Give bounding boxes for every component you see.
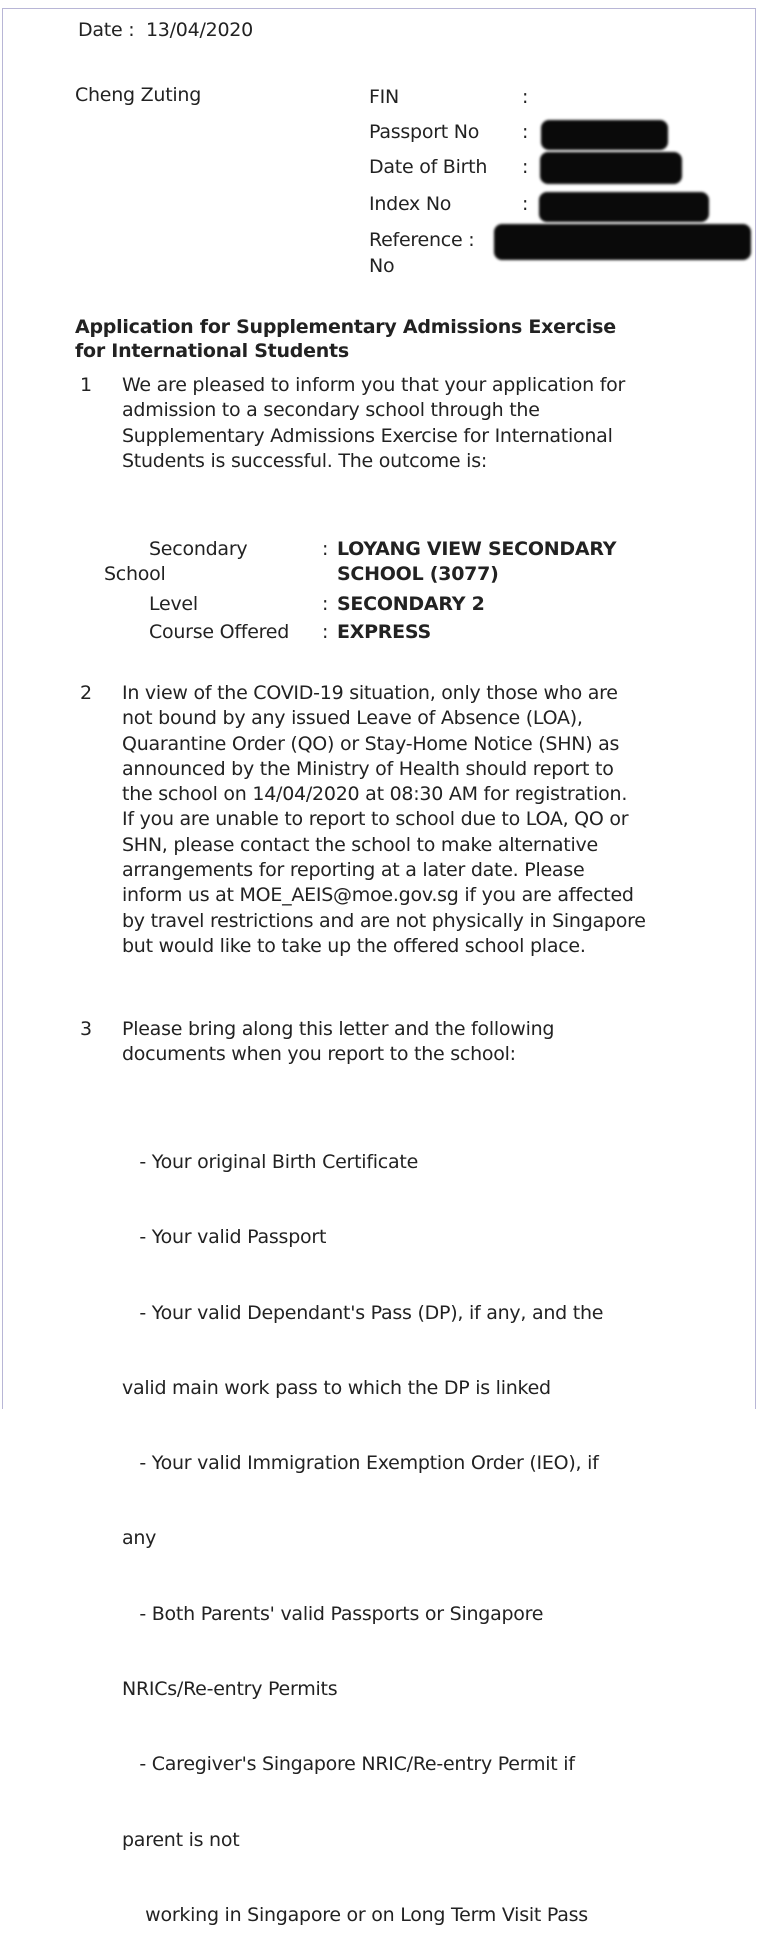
para2-number: 2 — [80, 682, 92, 704]
document-item: NRICs/Re-entry Permits — [122, 1678, 338, 1701]
text-line: not bound by any issued Leave of Absence (LOA), — [122, 707, 583, 730]
redacted-index — [539, 192, 709, 222]
document-item: working in Singapore or on Long Term Visit Pass — [122, 1903, 588, 1926]
text-line: by travel restrictions and are not physically in Singapore — [122, 909, 646, 932]
index-label: Index No — [369, 193, 452, 215]
school-label: Secondary — [149, 538, 248, 560]
fin-label: FIN — [369, 86, 399, 108]
course-label: Course Offered — [149, 621, 290, 643]
redacted-reference — [494, 224, 751, 260]
para3-number: 3 — [80, 1018, 92, 1040]
recipient-name: Cheng Zuting — [75, 84, 202, 106]
text-line: We are pleased to inform you that your application for — [122, 374, 626, 396]
text-line: If you are unable to report to school due to LOA, QO or — [122, 808, 629, 831]
school-label-2: School — [104, 563, 166, 585]
documents-list — [122, 1100, 603, 1953]
title-line: Application for Supplementary Admissions Exercise — [75, 316, 616, 338]
text-line: In view of the COVID-19 situation, only those who are — [122, 682, 618, 704]
date-value: 13/04/2020 — [145, 19, 253, 41]
level-value: SECONDARY 2 — [337, 593, 485, 615]
redacted-passport — [541, 120, 668, 150]
date-label: Date : — [78, 19, 135, 41]
dob-colon: : — [522, 156, 529, 178]
para1-number: 1 — [80, 374, 92, 396]
date-line — [78, 18, 253, 43]
para1-text — [122, 373, 625, 474]
text-line: Quarantine Order (QO) or Stay-Home Notice (SHN) as — [122, 732, 620, 755]
text-line: Please bring along this letter and the following — [122, 1018, 555, 1040]
document-item: parent is not — [122, 1828, 240, 1851]
level-label: Level — [149, 593, 198, 615]
text-line: inform us at MOE_AEIS@moe.gov.sg if you are affected — [122, 884, 634, 907]
title-line: for International Students — [75, 340, 349, 362]
document-item: any — [122, 1527, 157, 1550]
text-line: Students is successful. The outcome is: — [122, 449, 487, 472]
para3-text — [122, 1017, 554, 1068]
document-item: valid main work pass to which the DP is linked — [122, 1376, 551, 1399]
document-item: - Both Parents' valid Passports or Singapore — [122, 1602, 544, 1625]
colon: : — [322, 538, 329, 560]
reference-label-no: No — [369, 255, 395, 277]
passport-colon: : — [522, 121, 529, 143]
colon: : — [322, 621, 329, 643]
text-line: the school on 14/04/2020 at 08:30 AM for registration. — [122, 783, 628, 806]
document-item: - Your valid Immigration Exemption Order (IEO), if — [122, 1452, 599, 1475]
course-value: EXPRESS — [337, 621, 431, 643]
reference-label: Reference : — [369, 229, 475, 251]
document-item: - Your valid Passport — [122, 1226, 327, 1249]
text-line: SHN, please contact the school to make alternative — [122, 833, 598, 856]
text-line: but would like to take up the offered school place. — [122, 934, 586, 957]
school-value: LOYANG VIEW SECONDARY — [337, 538, 617, 560]
document-item: - Caregiver's Singapore NRIC/Re-entry Permit if — [122, 1753, 575, 1776]
text-line: Supplementary Admissions Exercise for International — [122, 424, 613, 447]
document-item: - Your original Birth Certificate — [122, 1151, 419, 1173]
colon: : — [322, 593, 329, 615]
passport-label: Passport No — [369, 121, 480, 143]
document-item: - Your valid Dependant's Pass (DP), if any, and the — [122, 1301, 604, 1324]
fin-colon: : — [522, 86, 529, 108]
para2-text — [122, 681, 646, 959]
text-line: documents when you report to the school: — [122, 1043, 516, 1066]
school-value-2: SCHOOL (3077) — [337, 563, 499, 585]
text-line: announced by the Ministry of Health should report to — [122, 757, 614, 780]
dob-label: Date of Birth — [369, 156, 488, 178]
redacted-dob — [540, 152, 682, 184]
text-line: arrangements for reporting at a later date. Please — [122, 859, 585, 882]
text-line: admission to a secondary school through the — [122, 399, 540, 422]
letter-title — [75, 315, 616, 363]
index-colon: : — [522, 193, 529, 215]
